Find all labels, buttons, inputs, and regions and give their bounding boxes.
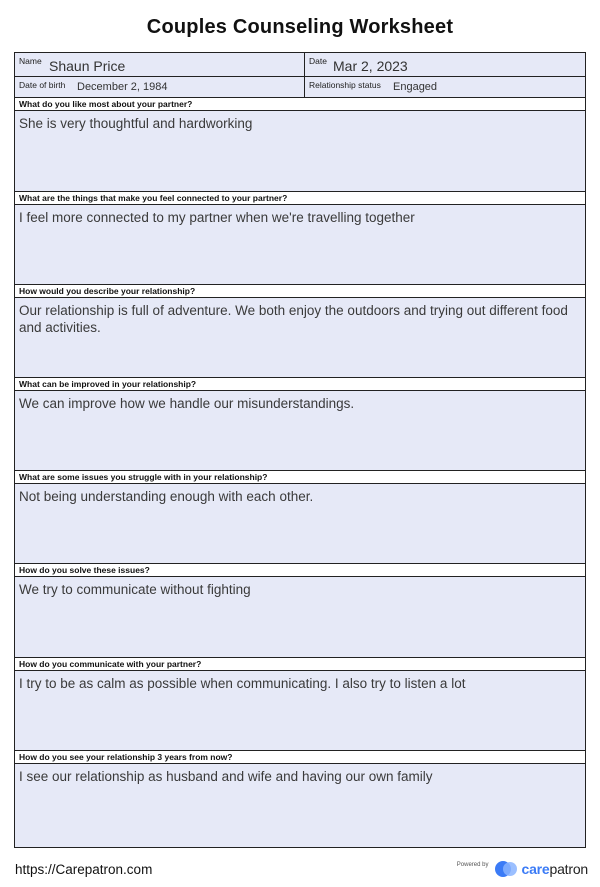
header-row-1 <box>15 53 585 77</box>
brand-care-text: care <box>521 861 550 877</box>
answer-field-7[interactable]: I try to be as calm as possible when communicating. I also try to listen a lot <box>15 671 585 751</box>
dob-value: December 2, 1984 <box>77 81 168 93</box>
relationship-status-label: Relationship status <box>309 80 381 90</box>
date-label: Date <box>309 56 327 66</box>
answer-field-5[interactable]: Not being understanding enough with each other. <box>15 484 585 564</box>
answer-field-2[interactable]: I feel more connected to my partner when we're travelling together <box>15 205 585 285</box>
dob-label: Date of birth <box>19 80 66 90</box>
name-field[interactable] <box>15 53 305 76</box>
question-label-3: How would you describe your relationship? <box>15 285 585 298</box>
question-label-6: How do you solve these issues? <box>15 564 585 577</box>
answer-field-4[interactable]: We can improve how we handle our misunderstandings. <box>15 391 585 471</box>
name-value: Shaun Price <box>49 58 126 74</box>
carepatron-wordmark <box>521 861 588 877</box>
relationship-status-value: Engaged <box>393 81 438 93</box>
worksheet-title: Couples Counseling Worksheet <box>146 16 454 38</box>
carepatron-brand[interactable] <box>457 860 588 878</box>
answer-field-8[interactable]: I see our relationship as husband and wife and having our own family <box>15 764 585 847</box>
header-row-2 <box>15 77 585 98</box>
relationship-status-field[interactable] <box>305 77 585 97</box>
date-field[interactable] <box>305 53 585 76</box>
answer-field-3[interactable]: Our relationship is full of adventure. We both enjoy the outdoors and trying out different food and activities. <box>15 298 585 378</box>
powered-by-label: Powered by <box>456 862 489 868</box>
carepatron-logo-icon <box>494 860 518 878</box>
question-label-5: What are some issues you struggle with in your relationship? <box>15 471 585 484</box>
brand-patron-text: patron <box>549 861 588 877</box>
question-label-8: How do you see your relationship 3 years from now? <box>15 751 585 764</box>
name-label: Name <box>19 56 42 66</box>
question-label-7: How do you communicate with your partner? <box>15 658 585 671</box>
question-label-4: What can be improved in your relationship? <box>15 378 585 391</box>
date-value: Mar 2, 2023 <box>333 58 408 74</box>
carepatron-website-link[interactable]: https://Carepatron.com <box>15 862 153 877</box>
answer-field-1[interactable]: She is very thoughtful and hardworking <box>15 111 585 192</box>
question-label-1: What do you like most about your partner? <box>15 98 585 111</box>
question-label-2: What are the things that make you feel connected to your partner? <box>15 192 585 205</box>
worksheet-form <box>14 52 586 848</box>
dob-field[interactable] <box>15 77 305 97</box>
answer-field-6[interactable]: We try to communicate without fighting <box>15 577 585 658</box>
